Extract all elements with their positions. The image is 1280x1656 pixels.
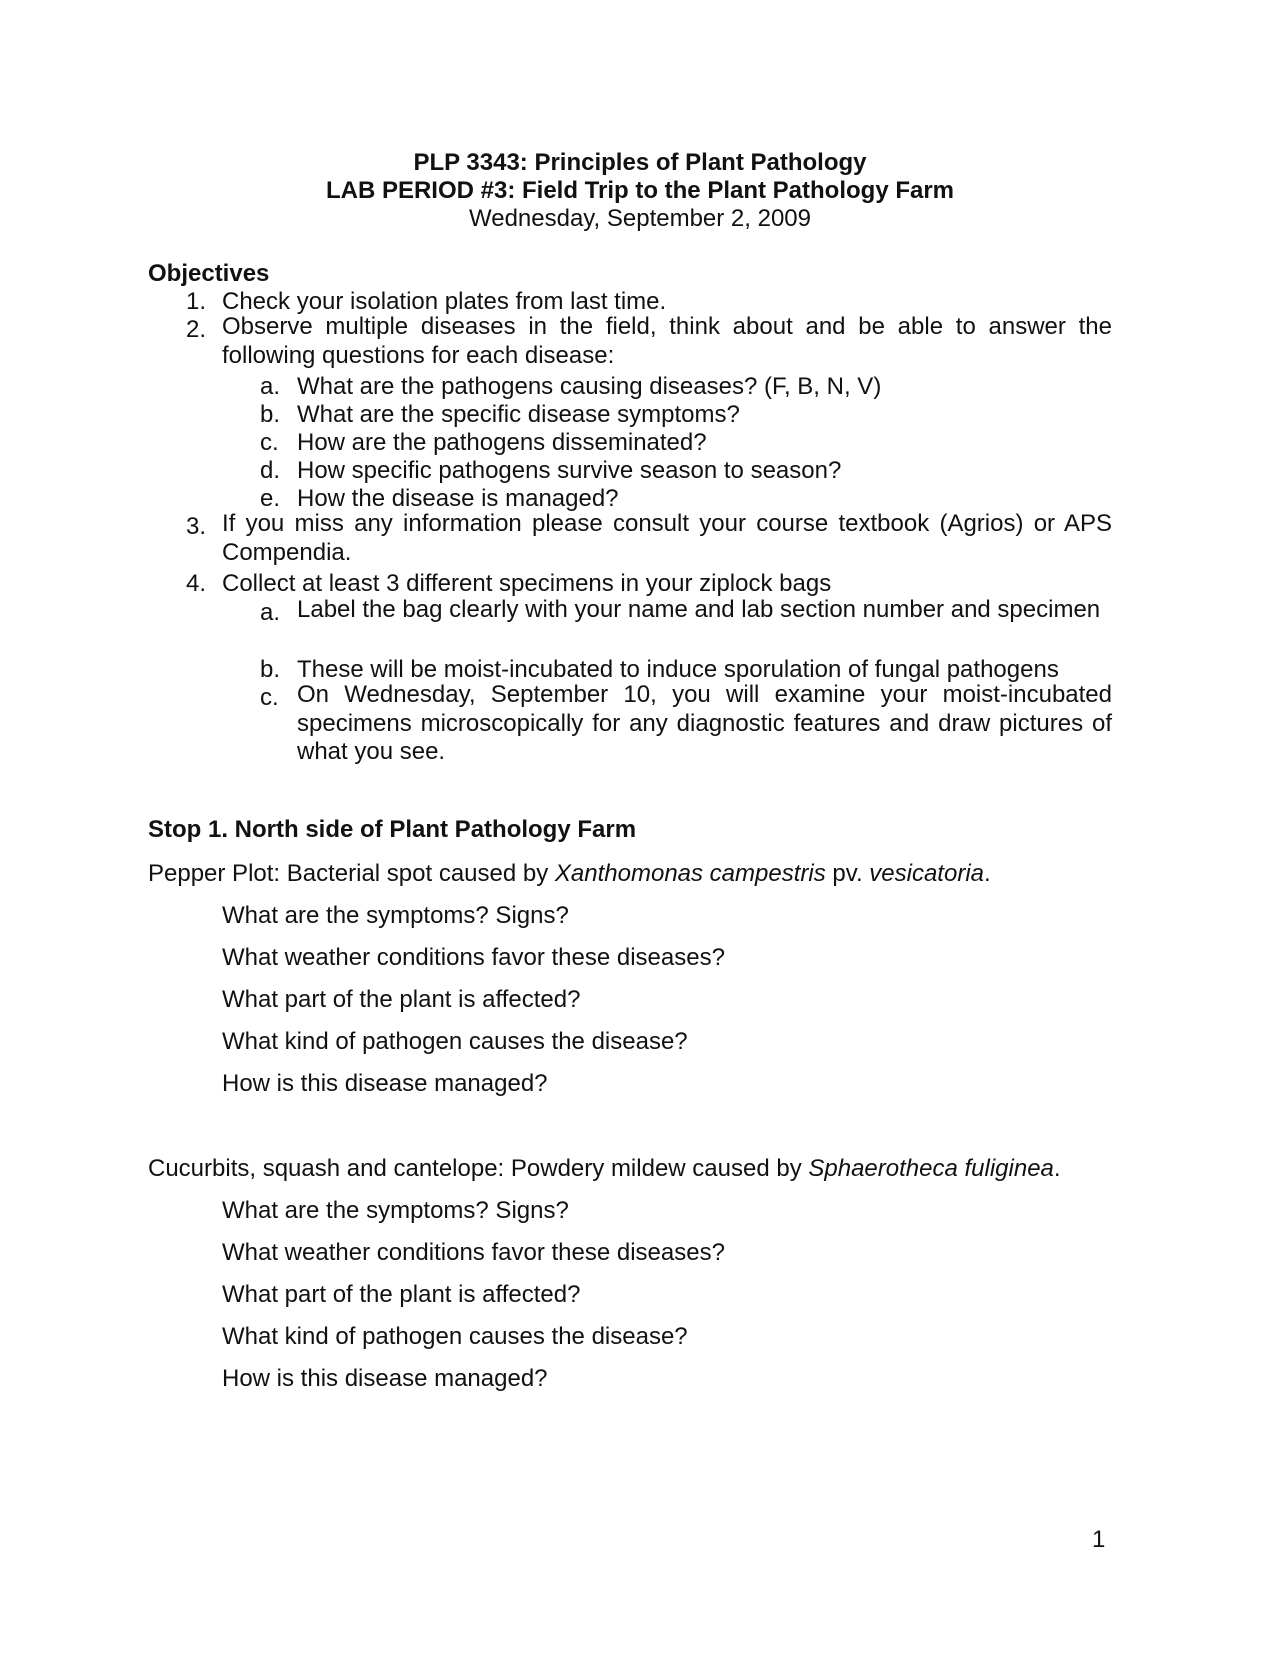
lab-title: LAB PERIOD #3: Field Trip to the Plant Pathology Farm: [325, 177, 955, 204]
objective-item: Collect at least 3 different specimens in your ziplock bags: [222, 570, 832, 597]
cucurbit-prefix: Cucurbits, squash and cantelope: Powdery mildew caused by: [148, 1155, 809, 1182]
list-marker: a.: [260, 373, 281, 400]
question: What are the symptoms? Signs?: [222, 902, 569, 929]
list-marker: c.: [260, 684, 279, 711]
sub-item: How the disease is managed?: [297, 485, 619, 512]
pepper-prefix: Pepper Plot: Bacterial spot caused by: [148, 860, 555, 887]
list-marker: 4.: [186, 570, 207, 597]
pathogen-name: Xanthomonas campestris: [554, 860, 826, 887]
list-marker: b.: [260, 401, 281, 428]
sentence-end: .: [984, 860, 991, 887]
list-marker: 1.: [186, 288, 207, 315]
question: What part of the plant is affected?: [222, 986, 581, 1013]
question: How is this disease managed?: [222, 1070, 548, 1097]
list-marker: d.: [260, 457, 281, 484]
sub-item: These will be moist-incubated to induce sporulation of fungal pathogens: [297, 656, 1059, 683]
course-title: PLP 3343: Principles of Plant Pathology: [413, 149, 867, 176]
objective-item: Observe multiple diseases in the field, think about and be able to answer the following questions for each disease:: [222, 313, 1112, 369]
pepper-plot-line: [148, 862, 991, 886]
objective-item: Check your isolation plates from last time.: [222, 288, 667, 315]
list-marker: c.: [260, 429, 279, 456]
sub-item: What are the pathogens causing diseases? (F, B, N, V): [297, 373, 882, 400]
question: What kind of pathogen causes the disease?: [222, 1028, 688, 1055]
list-marker: e.: [260, 485, 281, 512]
list-marker: a.: [260, 599, 281, 626]
sub-item: On Wednesday, September 10, you will examine your moist-incubated specimens microscopically for any diagnostic features and draw pictures of what you see.: [297, 681, 1112, 765]
question: What kind of pathogen causes the disease?: [222, 1323, 688, 1350]
sub-item: Label the bag clearly with your name and lab section number and specimen: [297, 596, 1101, 623]
list-marker: b.: [260, 656, 281, 683]
list-marker: 2.: [186, 316, 207, 343]
page-number: 1: [1092, 1526, 1106, 1553]
pathovar-name: vesicatoria: [869, 860, 984, 887]
question: How is this disease managed?: [222, 1365, 548, 1392]
sub-item: What are the specific disease symptoms?: [297, 401, 740, 428]
stop1-heading: Stop 1. North side of Plant Pathology Farm: [148, 816, 637, 843]
sub-item: How specific pathogens survive season to season?: [297, 457, 842, 484]
sentence-end: .: [1053, 1155, 1061, 1182]
objective-item: If you miss any information please consult your course textbook (Agrios) or APS Compendia.: [222, 510, 1112, 566]
lab-date: Wednesday, September 2, 2009: [469, 205, 811, 232]
question: What weather conditions favor these diseases?: [222, 1239, 725, 1266]
list-marker: 3.: [186, 513, 207, 540]
objectives-heading: Objectives: [148, 260, 270, 287]
pathogen-name: Sphaerotheca fuliginea: [808, 1155, 1054, 1182]
question: What are the symptoms? Signs?: [222, 1197, 569, 1224]
pv-label: pv.: [825, 860, 870, 887]
question: What weather conditions favor these diseases?: [222, 944, 725, 971]
question: What part of the plant is affected?: [222, 1281, 581, 1308]
sub-item: How are the pathogens disseminated?: [297, 429, 707, 456]
cucurbit-line: [148, 1157, 1061, 1181]
